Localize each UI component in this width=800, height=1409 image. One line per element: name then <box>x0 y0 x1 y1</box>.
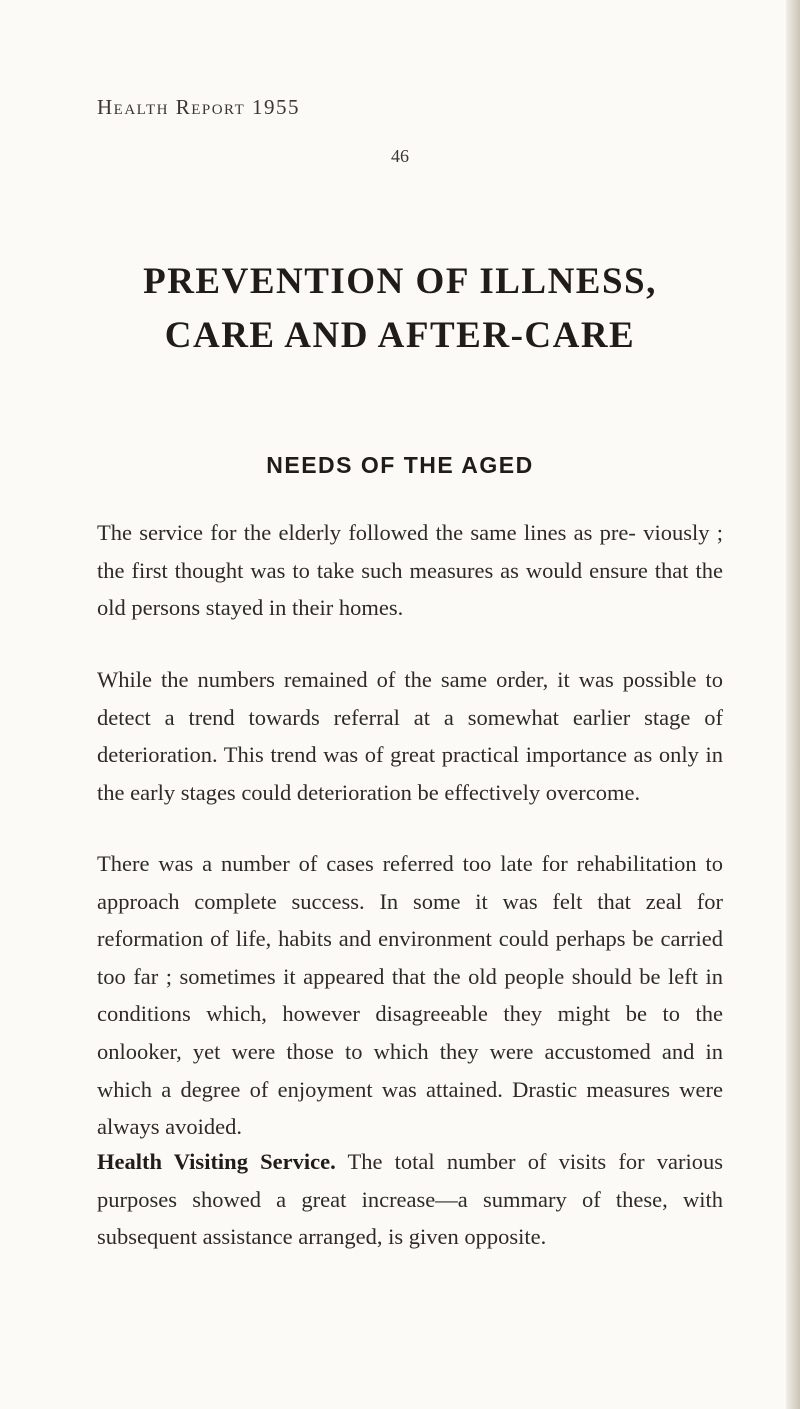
paragraph-4-run-in-heading: Health Visiting Service. <box>97 1149 336 1174</box>
paragraph-4 <box>97 1143 723 1256</box>
main-title <box>0 255 800 363</box>
page-number: 46 <box>391 146 409 166</box>
paragraph-1: The service for the elderly followed the same lines as pre- viously ; the first thought was to take such measures as would ensure that the old persons stayed in their homes. <box>97 520 723 621</box>
running-head: Health Report 1955 <box>97 95 301 119</box>
paragraph-4-text: The total number of visits for various purposes showed a great increase—a summary of these, with subsequent assistance arranged, is given opposite. <box>97 1149 723 1250</box>
section-heading: NEEDS OF THE AGED <box>266 452 534 478</box>
paragraph-3: There was a number of cases referred too late for rehabilitation to approach complete success. In some it was felt that zeal for reformation of life, habits and environment could perhaps be carried too far ; sometimes it appeared that the old people should be left in conditions which, however disagreeable they might be to the onlooker, yet were those to which they were accustomed and in which a degree of enjoyment was attained. Drastic measures were always avoided. <box>97 851 723 1140</box>
page-edge <box>786 0 800 1409</box>
main-title-line-1: PREVENTION OF ILLNESS, <box>143 261 657 302</box>
paragraph-2: While the numbers remained of the same order, it was possible to detect a trend towards referral at a somewhat earlier stage of deterioration. This trend was of great practical importance as only in the early stages could deterioration be effectively overcome. <box>97 667 723 805</box>
main-title-line-2: CARE AND AFTER-CARE <box>164 315 636 356</box>
